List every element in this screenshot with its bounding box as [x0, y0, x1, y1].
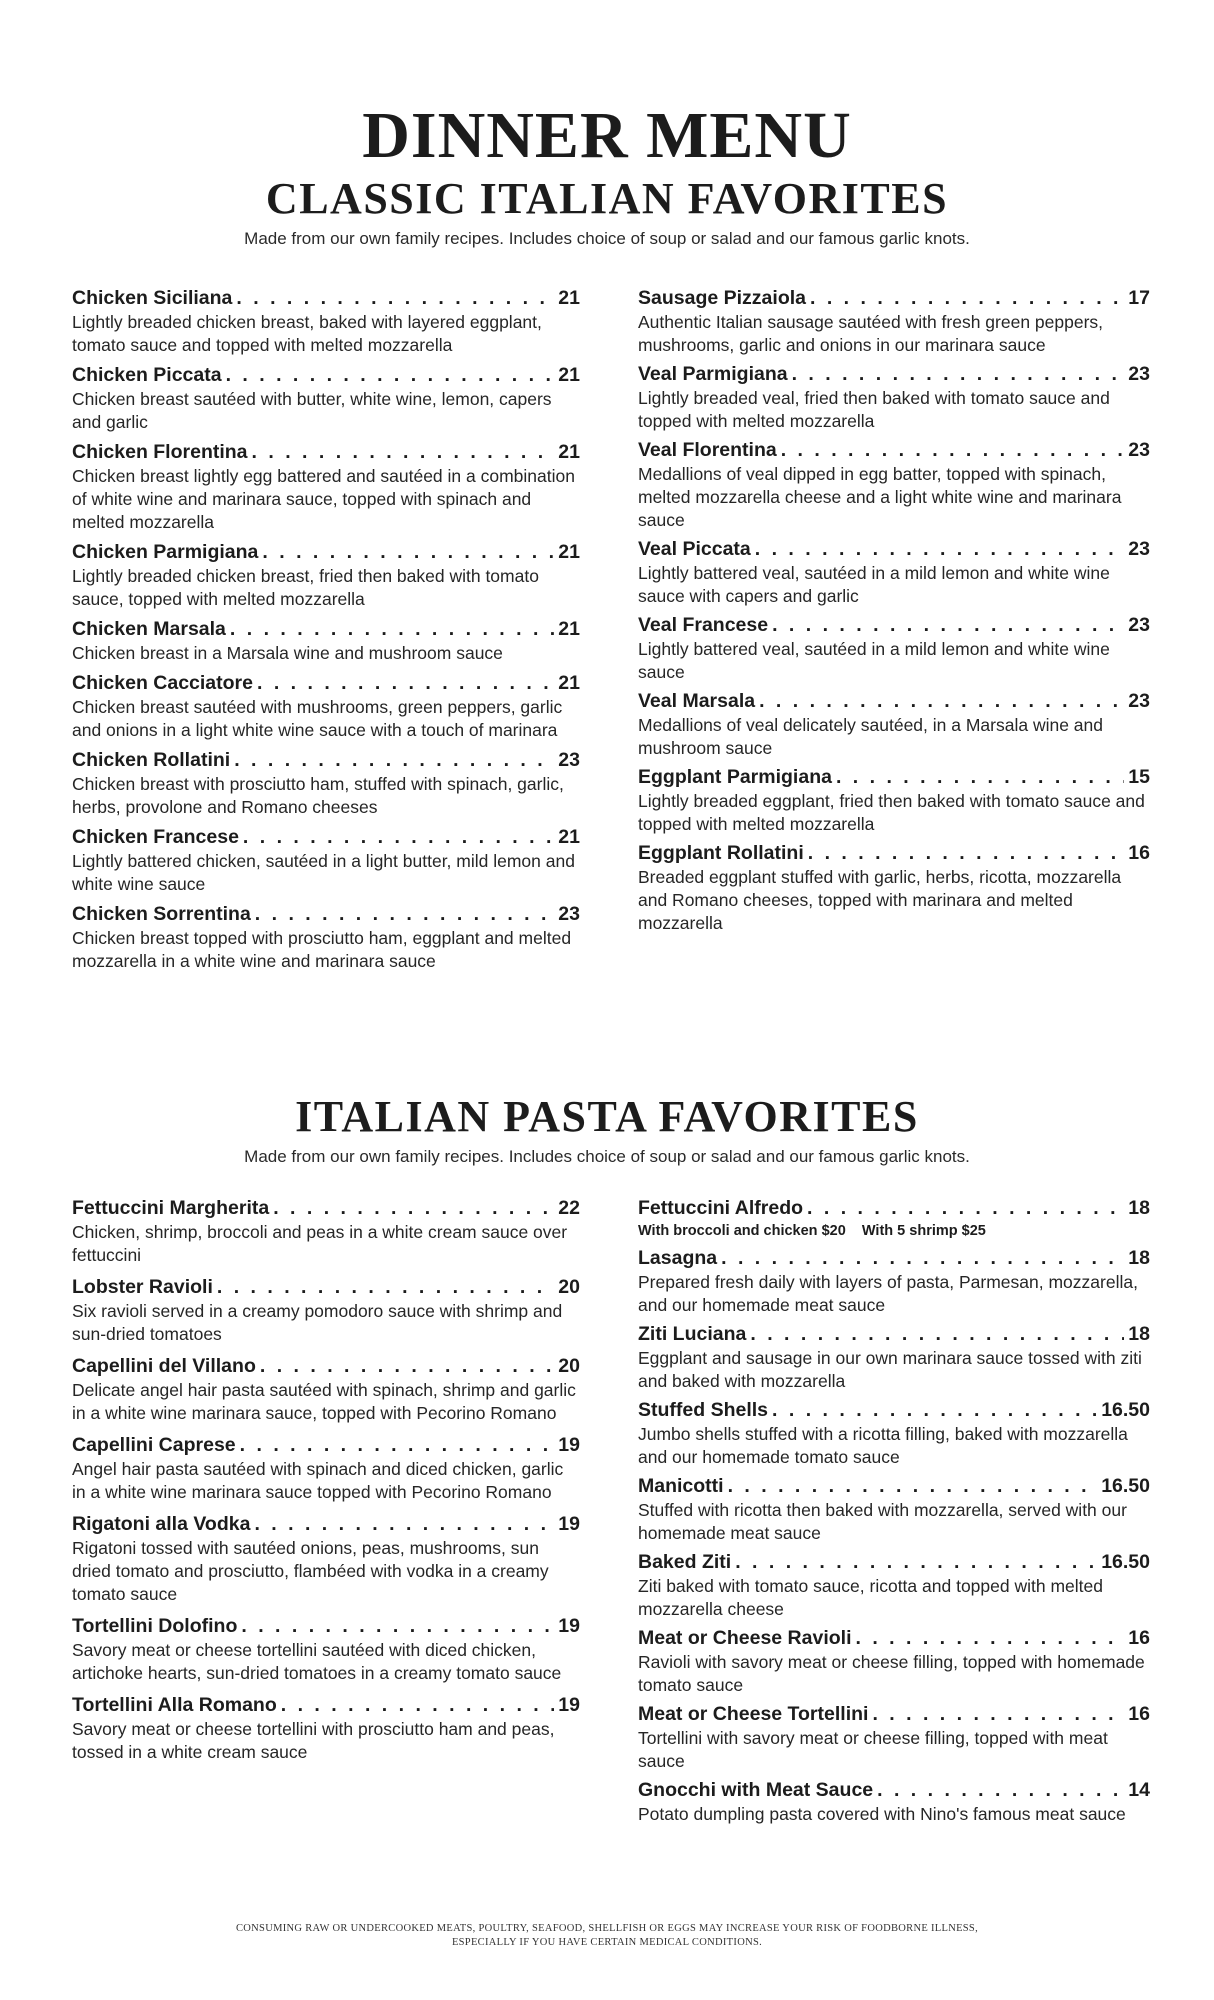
dot-leader	[856, 1626, 1125, 1651]
menu-item-header	[638, 438, 1150, 463]
menu-item-name: Chicken Sorrentina	[72, 903, 251, 925]
menu-item-description: Authentic Italian sausage sautéed with fresh green peppers, mushrooms, garlic and onions in our marinara sauce	[638, 312, 1104, 355]
dot-leader	[226, 363, 555, 388]
menu-item-price: 18	[1128, 1247, 1150, 1269]
menu-item-header	[638, 1246, 1150, 1271]
menu-item	[72, 440, 580, 534]
menu-item-price: 23	[558, 903, 580, 925]
menu-item-header	[72, 1275, 580, 1300]
menu-item-price: 19	[558, 1615, 580, 1637]
menu-item-price: 16.50	[1101, 1475, 1150, 1497]
menu-item-description: Lightly battered chicken, sautéed in a light butter, mild lemon and white wine sauce	[72, 851, 575, 894]
menu-item-description: Savory meat or cheese tortellini with prosciutto ham and peas, tossed in a white cream sauce	[72, 1719, 555, 1762]
disclaimer-line-2: ESPECIALLY IF YOU HAVE CERTAIN MEDICAL CONDITIONS.	[451, 1937, 763, 1948]
menu-item-header	[638, 1702, 1150, 1727]
menu-item-price: 19	[558, 1434, 580, 1456]
menu-item-price: 23	[1128, 439, 1150, 461]
menu-item-description: Chicken, shrimp, broccoli and peas in a white cream sauce over fettuccini	[72, 1222, 568, 1265]
dot-leader	[872, 1702, 1124, 1727]
menu-item-description: Ravioli with savory meat or cheese filling, topped with homemade tomato sauce	[638, 1652, 1145, 1695]
menu-item	[638, 1702, 1150, 1773]
menu-item-header	[638, 362, 1150, 387]
dot-leader	[262, 540, 554, 565]
dot-leader	[254, 1512, 554, 1537]
menu-item	[638, 438, 1150, 532]
menu-item-price: 20	[558, 1355, 580, 1377]
page-title: DINNER MENU	[362, 99, 852, 172]
menu-item-name: Manicotti	[638, 1475, 724, 1497]
menu-item-header	[638, 1398, 1150, 1423]
menu-item-header	[72, 1354, 580, 1379]
menu-item-header	[72, 1512, 580, 1537]
dot-leader	[252, 440, 555, 465]
dot-leader	[759, 689, 1124, 714]
menu-item-name: Tortellini Dolofino	[72, 1615, 238, 1637]
menu-item	[638, 362, 1150, 433]
dot-leader	[234, 748, 554, 773]
menu-item-header	[72, 440, 580, 465]
dot-leader	[721, 1246, 1124, 1271]
menu-item-name: Fettuccini Alfredo	[638, 1197, 804, 1219]
menu-item	[638, 689, 1150, 760]
menu-item-description: Medallions of veal dipped in egg batter, topped with spinach, melted mozzarella cheese and a light white wine and marinara sauce	[638, 464, 1122, 530]
menu-item-price: 23	[1128, 690, 1150, 712]
menu-item-price: 16	[1128, 1703, 1150, 1725]
menu-item	[72, 363, 580, 434]
menu-item	[72, 1354, 580, 1425]
dot-leader	[255, 902, 555, 927]
menu-item-description: Eggplant and sausage in our own marinara sauce tossed with ziti and baked with mozzarella	[638, 1348, 1142, 1391]
menu-item	[72, 1275, 580, 1346]
menu-item-price: 21	[558, 826, 580, 848]
menu-item-header	[638, 613, 1150, 638]
menu-item-header	[72, 671, 580, 696]
menu-item	[72, 1614, 580, 1685]
menu-item-header	[638, 1474, 1150, 1499]
menu-item-name: Chicken Rollatini	[72, 749, 231, 771]
menu-item-price: 18	[1128, 1323, 1150, 1345]
dot-leader	[877, 1778, 1124, 1803]
menu-item-price: 16	[1128, 1627, 1150, 1649]
menu-item-price: 20	[558, 1276, 580, 1298]
menu-item	[72, 1196, 580, 1267]
pasta-right-column	[638, 1196, 1150, 1831]
menu-item-name: Capellini del Villano	[72, 1355, 256, 1377]
menu-item-name: Baked Ziti	[638, 1551, 732, 1573]
menu-item-header	[638, 1778, 1150, 1803]
menu-item	[638, 1196, 1150, 1241]
menu-item-name: Meat or Cheese Ravioli	[638, 1627, 852, 1649]
menu-item-price: 23	[1128, 538, 1150, 560]
menu-item-description: Ziti baked with tomato sauce, ricotta and topped with melted mozzarella cheese	[638, 1576, 1103, 1619]
menu-item-name: Eggplant Parmigiana	[638, 766, 832, 788]
menu-item-name: Chicken Parmigiana	[72, 541, 259, 563]
pasta-left-column	[72, 1196, 580, 1772]
menu-item-description: Jumbo shells stuffed with a ricotta filling, baked with mozzarella and our homemade tomato sauce	[638, 1424, 1128, 1467]
menu-item-description: Breaded eggplant stuffed with garlic, herbs, ricotta, mozzarella and Romano cheeses, topped with marinara and melted mozzarella	[638, 867, 1122, 933]
dot-leader	[728, 1474, 1098, 1499]
menu-item-description: Six ravioli served in a creamy pomodoro sauce with shrimp and sun-dried tomatoes	[72, 1301, 563, 1344]
menu-item	[72, 617, 580, 665]
dot-leader	[792, 362, 1125, 387]
menu-item-header	[72, 1196, 580, 1221]
menu-item-description: Angel hair pasta sautéed with spinach and diced chicken, garlic in a white wine marinara sauce topped with Pecorino Romano	[72, 1459, 564, 1502]
menu-item	[72, 1433, 580, 1504]
menu-item-name: Veal Parmigiana	[638, 363, 788, 385]
menu-item-price: 16	[1128, 842, 1150, 864]
menu-item-name: Chicken Francese	[72, 826, 239, 848]
menu-item-header	[72, 363, 580, 388]
menu-item-name: Meat or Cheese Tortellini	[638, 1703, 869, 1725]
menu-item-price: 21	[558, 441, 580, 463]
dot-leader	[808, 841, 1125, 866]
menu-item-description: Lightly breaded chicken breast, baked with layered eggplant, tomato sauce and topped with melted mozzarella	[72, 312, 542, 355]
menu-item-header	[638, 689, 1150, 714]
dot-leader	[260, 1354, 554, 1379]
menu-item-price: 16.50	[1101, 1399, 1150, 1421]
menu-item-name: Lobster Ravioli	[72, 1276, 213, 1298]
menu-item	[72, 540, 580, 611]
menu-item-description: Delicate angel hair pasta sautéed with spinach, shrimp and garlic in a white wine marinara sauce, topped with Pecorino Romano	[72, 1380, 576, 1423]
dot-leader	[257, 671, 554, 696]
menu-item	[72, 286, 580, 357]
menu-item-description: Chicken breast sautéed with mushrooms, green peppers, garlic and onions in a light white wine sauce with a touch of marinara	[72, 697, 563, 740]
menu-item-name: Stuffed Shells	[638, 1399, 769, 1421]
menu-item	[72, 671, 580, 742]
pasta-section-title: ITALIAN PASTA FAVORITES	[295, 1092, 919, 1141]
menu-item-header	[72, 1693, 580, 1718]
dot-leader	[273, 1196, 554, 1221]
dot-leader	[781, 438, 1125, 463]
menu-item-name: Chicken Piccata	[72, 364, 222, 386]
menu-item-description: Tortellini with savory meat or cheese filling, topped with meat sauce	[638, 1728, 1108, 1771]
menu-item	[72, 1693, 580, 1764]
menu-item-name: Rigatoni alla Vodka	[72, 1513, 251, 1535]
menu-item-name: Chicken Florentina	[72, 441, 248, 463]
menu-item-price: 23	[1128, 614, 1150, 636]
menu-item-header	[72, 825, 580, 850]
menu-item-description: Chicken breast with prosciutto ham, stuffed with spinach, garlic, herbs, provolone and Romano cheeses	[72, 774, 564, 817]
menu-item-price: 21	[558, 541, 580, 563]
menu-item-price: 21	[558, 364, 580, 386]
classic-section-title: CLASSIC ITALIAN FAVORITES	[265, 174, 949, 223]
menu-item-name: Lasagna	[638, 1247, 718, 1269]
dot-leader	[217, 1275, 554, 1300]
menu-item-description: Savory meat or cheese tortellini sautéed with diced chicken, artichoke hearts, sun-dried tomatoes in a creamy tomato sauce	[72, 1640, 562, 1683]
menu-item-description: Chicken breast lightly egg battered and sautéed in a combination of white wine and marinara sauce, topped with spinach and melted mozzarella	[72, 466, 575, 532]
menu-item	[72, 748, 580, 819]
menu-item-header	[638, 1196, 1150, 1221]
menu-item-description: Potato dumpling pasta covered with Nino's famous meat sauce	[638, 1804, 1126, 1824]
menu-item	[72, 825, 580, 896]
menu-item-name: Chicken Siciliana	[72, 287, 233, 309]
menu-item	[72, 902, 580, 973]
dot-leader	[755, 537, 1125, 562]
menu-item-name: Eggplant Rollatini	[638, 842, 804, 864]
menu-item-header	[72, 617, 580, 642]
menu-item-description: Chicken breast in a Marsala wine and mushroom sauce	[72, 643, 503, 663]
menu-item-header	[72, 286, 580, 311]
menu-item-header	[638, 537, 1150, 562]
menu-item-price: 22	[558, 1197, 580, 1219]
menu-item-name: Chicken Cacciatore	[72, 672, 253, 694]
menu-item	[638, 1246, 1150, 1317]
menu-item	[638, 1474, 1150, 1545]
menu-item-header	[638, 1550, 1150, 1575]
menu-item	[72, 1512, 580, 1606]
dot-leader	[230, 617, 554, 642]
dot-leader	[810, 286, 1124, 311]
menu-item-price: 19	[558, 1694, 580, 1716]
dot-leader	[241, 1614, 554, 1639]
menu-item-price: 17	[1128, 287, 1150, 309]
dot-leader	[281, 1693, 555, 1718]
menu-item	[638, 1322, 1150, 1393]
menu-item	[638, 1778, 1150, 1826]
menu-item-price: 21	[558, 287, 580, 309]
menu-item-name: Chicken Marsala	[72, 618, 226, 640]
menu-item	[638, 1550, 1150, 1621]
classic-right-column	[638, 286, 1150, 940]
menu-item-name: Capellini Caprese	[72, 1434, 236, 1456]
menu-item-header	[638, 841, 1150, 866]
menu-item-description: Lightly breaded chicken breast, fried then baked with tomato sauce, topped with melted mozzarella	[72, 566, 539, 609]
menu-item	[638, 613, 1150, 684]
menu-item-description: Lightly breaded eggplant, fried then baked with tomato sauce and topped with melted mozzarella	[638, 791, 1145, 834]
menu-item-header	[638, 1322, 1150, 1347]
menu-item-header	[72, 540, 580, 565]
menu-item-price: 18	[1128, 1197, 1150, 1219]
menu-item	[638, 537, 1150, 608]
dot-leader	[236, 286, 554, 311]
menu-item-name: Tortellini Alla Romano	[72, 1694, 277, 1716]
menu-item	[638, 1398, 1150, 1469]
menu-item-name: Veal Piccata	[638, 538, 751, 560]
dot-leader	[243, 825, 554, 850]
pasta-section-subtitle: Made from our own family recipes. Includes choice of soup or salad and our famous garlic knots.	[244, 1147, 970, 1166]
menu-item-description: Rigatoni tossed with sautéed onions, peas, mushrooms, sun dried tomato and prosciutto, flambéed with vodka in a creamy tomato sauce	[72, 1538, 549, 1604]
menu-item	[638, 1626, 1150, 1697]
dot-leader	[772, 613, 1124, 638]
menu-item-price: 16.50	[1101, 1551, 1150, 1573]
menu-item-note: With broccoli and chicken $20 With 5 shrimp $25	[638, 1223, 986, 1239]
menu-item-price: 23	[1128, 363, 1150, 385]
menu-item-description: Chicken breast sautéed with butter, white wine, lemon, capers and garlic	[72, 389, 552, 432]
menu-item-header	[638, 286, 1150, 311]
dot-leader	[240, 1433, 555, 1458]
classic-left-column	[72, 286, 580, 979]
dot-leader	[750, 1322, 1124, 1347]
menu-item-price: 14	[1128, 1779, 1150, 1801]
menu-item-header	[638, 1626, 1150, 1651]
menu-item-header	[72, 902, 580, 927]
menu-item-name: Gnocchi with Meat Sauce	[638, 1779, 874, 1801]
dot-leader	[807, 1196, 1124, 1221]
menu-item	[638, 841, 1150, 935]
menu-item-description: Lightly breaded veal, fried then baked with tomato sauce and topped with melted mozzarella	[638, 388, 1110, 431]
menu-item-price: 19	[558, 1513, 580, 1535]
menu-item-header	[638, 765, 1150, 790]
menu-item-name: Ziti Luciana	[638, 1323, 747, 1345]
menu-item-description: Stuffed with ricotta then baked with mozzarella, served with our homemade meat sauce	[638, 1500, 1127, 1543]
disclaimer-line-1: CONSUMING RAW OR UNDERCOOKED MEATS, POULTRY, SEAFOOD, SHELLFISH OR EGGS MAY INCREASE YOUR RISK OF FOODBORNE ILLNESS,	[235, 1923, 978, 1934]
menu-item-price: 21	[558, 618, 580, 640]
menu-item-header	[72, 748, 580, 773]
classic-section-subtitle: Made from our own family recipes. Includes choice of soup or salad and our famous garlic knots.	[244, 229, 970, 248]
menu-item-price: 15	[1128, 766, 1150, 788]
menu-item-header	[72, 1614, 580, 1639]
menu-item	[638, 765, 1150, 836]
menu-item-name: Veal Marsala	[638, 690, 756, 712]
menu-item-description: Lightly battered veal, sautéed in a mild lemon and white wine sauce	[638, 639, 1110, 682]
menu-item-header	[72, 1433, 580, 1458]
menu-item-price: 21	[558, 672, 580, 694]
menu-item	[638, 286, 1150, 357]
dot-leader	[772, 1398, 1097, 1423]
menu-item-description: Chicken breast topped with prosciutto ham, eggplant and melted mozzarella in a white wine and marinara sauce	[72, 928, 572, 971]
menu-item-name: Sausage Pizzaiola	[638, 287, 806, 309]
menu-item-description: Prepared fresh daily with layers of pasta, Parmesan, mozzarella, and our homemade meat sauce	[638, 1272, 1138, 1315]
allergy-disclaimer	[0, 1922, 1214, 1950]
menu-item-price: 23	[558, 749, 580, 771]
dot-leader	[735, 1550, 1097, 1575]
menu-item-description: Medallions of veal delicately sautéed, in a Marsala wine and mushroom sauce	[638, 715, 1103, 758]
menu-item-name: Veal Florentina	[638, 439, 777, 461]
menu-item-name: Veal Francese	[638, 614, 769, 636]
dot-leader	[836, 765, 1124, 790]
menu-item-name: Fettuccini Margherita	[72, 1197, 270, 1219]
menu-item-description: Lightly battered veal, sautéed in a mild lemon and white wine sauce with capers and garlic	[638, 563, 1110, 606]
